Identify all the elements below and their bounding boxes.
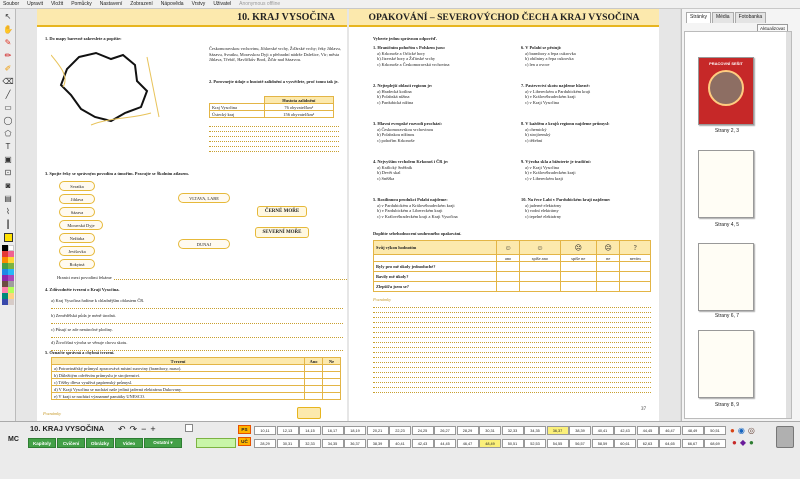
thumb-page[interactable] [698, 330, 754, 398]
quiz-option[interactable]: c) Sněžka [377, 175, 395, 181]
pointer-icon[interactable]: ↖ [4, 11, 12, 21]
left-toolbar [0, 9, 16, 421]
page-jump-button[interactable]: 32,33 [502, 426, 524, 435]
intro: Vyberte jednu správnou odpověď. [373, 36, 438, 41]
quiz-option[interactable]: a) v Pardubickém a Královéhradeckém kraji [377, 202, 455, 208]
page-jump-button[interactable]: 68,69 [704, 439, 726, 448]
thumb-label: Strany 6, 7 [714, 313, 740, 319]
river-moravska-dyje[interactable]: Moravská Dyje [59, 220, 103, 230]
notes-right[interactable]: Poznámky [373, 297, 651, 393]
sad-icon: ☹ [596, 241, 619, 255]
density-row-label: Kraj Vysočina [210, 104, 265, 111]
river-jihlava[interactable]: Jihlava [59, 194, 95, 204]
quiz-option[interactable]: c) v Kraji Vysočina [525, 99, 559, 105]
question-icon: ? [620, 241, 651, 255]
page-jump-button[interactable]: 62,63 [637, 439, 659, 448]
task-4-title: 4. Zdůvodněte tvrzení o Kraji Vysočina. [45, 287, 120, 292]
page-jump-button[interactable]: 26,27 [434, 426, 456, 435]
river-rokytna[interactable]: Rokytná [59, 259, 95, 269]
quiz-option[interactable]: a) v Kraji Vysočina [525, 164, 559, 170]
image-icon[interactable]: ▣ [4, 154, 12, 164]
quiz-option[interactable]: c) těžební [525, 137, 543, 143]
menu-item: Anonymous offline [239, 1, 281, 7]
left-page [37, 9, 347, 421]
page-jump-button[interactable]: 12,13 [277, 426, 299, 435]
camera-icon[interactable]: ◙ [5, 180, 11, 190]
page-jump-button[interactable]: 52,53 [524, 439, 546, 448]
smile-icon: ☺ [496, 241, 519, 255]
density-header: Hustota zalidnění [264, 97, 333, 104]
tf-cell[interactable] [305, 379, 323, 386]
ellipse-icon[interactable]: ◯ [3, 115, 13, 125]
task-4-item: c) Půsují se zde nenáročné plodiny. [51, 327, 343, 338]
quiz-option[interactable]: a) Hradecká kotlina [377, 88, 412, 94]
palette-icon[interactable]: ● [730, 426, 735, 435]
quiz-option[interactable]: a) chemický [525, 126, 547, 132]
images-button[interactable]: Obrázky [86, 438, 114, 448]
line-icon[interactable]: ╱ [5, 89, 11, 99]
page-jump-button[interactable]: 50,51 [502, 439, 524, 448]
page-jump-button[interactable]: 66,67 [682, 439, 704, 448]
menu-item[interactable]: Vložit [50, 1, 64, 7]
quiz-option[interactable]: b) v Královéhradeckém kraji [525, 170, 576, 176]
tray-icons [730, 426, 755, 435]
right-page-header [349, 9, 659, 27]
true-false-table [51, 357, 341, 400]
right-page [349, 9, 659, 421]
page-jump-button[interactable]: 10,11 [254, 426, 276, 435]
notes-left: Poznámky [43, 411, 62, 416]
sv-title: Svůj výkon hodnotím [374, 241, 497, 255]
tf-cell[interactable] [323, 372, 341, 379]
sea-north-sea[interactable]: SEVERNÍ MOŘE [255, 227, 309, 238]
tf-cell[interactable] [305, 372, 323, 379]
page-jump-button[interactable]: 36,37 [547, 426, 569, 435]
document-area [16, 9, 680, 421]
tf-cell[interactable] [323, 393, 341, 400]
shape-icon[interactable]: ◆ [739, 438, 746, 447]
tab-photobank[interactable]: Fotobanka [735, 12, 767, 23]
page-jump-button[interactable]: 48,49 [479, 439, 501, 448]
river-sazava[interactable]: Sázava [59, 207, 95, 217]
tf-row: e) V kraji se nachází významné památky UNESCO. [52, 393, 305, 400]
ball-icon[interactable]: ● [749, 438, 754, 447]
quiz-option[interactable]: c) Pardubická nížina [377, 99, 414, 105]
menu-item[interactable]: Uživatel [213, 1, 232, 7]
task-4-item: b) Zemědělská půda je méně úrodná. [51, 313, 343, 324]
marker-icon[interactable]: ✐ [4, 63, 12, 73]
eraser-icon[interactable]: ⌫ [2, 76, 14, 86]
highlighter-icon[interactable]: ✏ [4, 50, 12, 60]
tf-cell[interactable] [323, 386, 341, 393]
sv-col: spíše ano [520, 255, 560, 262]
page-jump-button[interactable]: 58,59 [592, 439, 614, 448]
menu-item[interactable]: Zobrazení [130, 1, 153, 7]
quiz-option[interactable]: b) strojírenský [525, 132, 551, 138]
basin-dunaj[interactable]: DUNAJ [178, 239, 230, 249]
text-icon[interactable]: T [5, 141, 11, 151]
quiz-question: 6. V Polabí se pěstují: a) brambory a řepa cukrovka b) obilniny a řepa cukrovka c) len a ovoce [521, 45, 651, 67]
quiz-option[interactable]: c) v Královéhradeckém kraji a Kraji Vysočina [377, 213, 458, 219]
quiz-option[interactable]: c) v Libereckém kraji [525, 175, 563, 181]
task-5-title: 5. Označte správná a chybná tvrzení. [45, 350, 115, 355]
quiz-option[interactable]: b) v Královéhradeckém kraji [525, 94, 576, 100]
page-jump-button[interactable]: 24,25 [412, 426, 434, 435]
vysocina-map [51, 47, 161, 127]
page-jump-button[interactable]: 14,15 [299, 426, 321, 435]
tab-pages[interactable]: Stránky [686, 12, 711, 23]
quiz-option[interactable]: c) pohořím Krkonoše [377, 137, 415, 143]
page-jump-button[interactable]: 32,33 [299, 439, 321, 448]
color-current-icon[interactable] [2, 231, 14, 243]
basin-vltava-labe[interactable]: VLTAVA, LABE [178, 193, 230, 203]
left-page-header [37, 9, 347, 27]
checkbox[interactable] [185, 424, 193, 432]
sv-row: Zlepšil/a jsem se? [374, 282, 497, 292]
tf-cell[interactable] [305, 365, 323, 372]
quiz-question: 5. Rostlinnou produkci Polabí najdeme: a) v Pardubickém a Královéhradeckém kraji b) v Pardubickém a Libereckém kraji c) v Královéhradeckém kraji a Kraji Vysočina [373, 197, 503, 219]
page-jump-button[interactable]: 42,43 [614, 426, 636, 435]
quiz-question: 7. Pastevectví skotu najdeme hlavně: a) v Libereckém a Pardubickém kraji b) v Královéhradeckém kraji c) v Kraji Vysočina [521, 83, 651, 105]
quiz-option[interactable]: a) Českomoravskou vrchovinou [377, 126, 434, 132]
tf-cell[interactable] [305, 386, 323, 393]
thumb-scrollbar[interactable] [786, 32, 791, 418]
quiz-option[interactable]: b) obilniny a řepa cukrovka [525, 56, 574, 62]
quiz-option[interactable]: a) v Libereckém a Pardubickém kraji [525, 88, 591, 94]
tf-cell[interactable] [323, 365, 341, 372]
zoom-in-icon[interactable]: + [150, 424, 156, 434]
mc-label: MC [8, 436, 19, 443]
quiz-question: 8. V každém z krajů regionu najdeme průmysl: a) chemický b) strojírenský c) těžební [521, 121, 651, 143]
settings-icon[interactable]: ◎ [747, 426, 755, 435]
page-jump-button[interactable]: 42,43 [412, 439, 434, 448]
tf-row: c) Těžby dřeva využívá papírenský průmysl. [52, 379, 305, 386]
page-jump-button[interactable]: 28,29 [254, 439, 276, 448]
forward-icon[interactable]: ↷ [129, 424, 138, 434]
other-button[interactable]: Ostatní ▾ [144, 438, 182, 448]
polygon-icon[interactable]: ⬠ [4, 128, 12, 138]
bottom-bar [0, 421, 800, 479]
video-button[interactable]: Video [115, 438, 143, 448]
tab-media[interactable]: Média [712, 12, 734, 23]
menu-item[interactable]: Upravit [27, 1, 43, 7]
task-2-answer-lines[interactable] [209, 122, 339, 152]
width-slider-icon[interactable]: ┃ [5, 219, 11, 229]
apple-icon[interactable]: ● [732, 438, 737, 447]
page-jump-button[interactable]: 30,31 [277, 439, 299, 448]
tf-row: d) V Kraji Vysočina se nachází naše jediná jaderná elektrárna Dukovany. [52, 386, 305, 393]
page-jump-button[interactable]: 34,35 [322, 439, 344, 448]
page-jump-button[interactable]: 56,57 [569, 439, 591, 448]
menu-item[interactable]: Vrstvy [191, 1, 206, 7]
quiz-option[interactable]: a) Krkonoše a Orlické hory [377, 50, 426, 56]
page-jump-button[interactable]: 46,47 [659, 426, 681, 435]
chapter-title: 10. KRAJ VYSOČINA [30, 424, 105, 433]
task-4-item: a) Kraj Vysočina řadíme k chladnějším oblastem ČR. [51, 298, 343, 309]
quiz-option[interactable]: b) Devět skal [377, 170, 401, 176]
river-nezarka[interactable]: Nežárka [59, 233, 95, 243]
quiz-question: 10. Na řece Labi v Pardubickém kraji najdeme: a) jaderné elektrárny b) vodní elektrárny c) tepelné elektrárny [521, 197, 651, 219]
globe-icon[interactable]: ◉ [737, 426, 745, 435]
hand-icon[interactable]: ✋ [3, 24, 13, 34]
page-jump-button[interactable]: 22,23 [389, 426, 411, 435]
right-page-title: OPAKOVÁNÍ – SEVEROVÝCHOD ČECH A KRAJ VYSOČINA [368, 11, 640, 23]
page-jump-button[interactable]: 44,45 [434, 439, 456, 448]
thumb-label: Strany 8, 9 [714, 402, 740, 408]
page-jump-button[interactable]: 48,49 [682, 426, 704, 435]
sea-black-sea[interactable]: ČERNÉ MOŘE [257, 206, 307, 217]
menu-item[interactable]: Nastavení [99, 1, 123, 7]
page-jump-button[interactable]: 40,41 [389, 439, 411, 448]
density-row-value: 76 obyvatel/km² [264, 104, 333, 111]
smile-icon: ☺ [520, 241, 560, 255]
neutral-icon: ☹ [560, 241, 596, 255]
page-jump-button[interactable]: 30,31 [479, 426, 501, 435]
quiz-option[interactable]: c) Krkonoše a Českomoravská vrchovina [377, 61, 450, 67]
menu-item[interactable]: Nápověda [160, 1, 184, 7]
menu-item[interactable]: Soubor [3, 1, 20, 7]
thumb-page[interactable] [698, 150, 754, 218]
quiz-option[interactable]: c) tepelné elektrárny [525, 213, 562, 219]
right-panel [681, 9, 800, 421]
quiz-option[interactable]: a) jaderné elektrárny [525, 202, 562, 208]
sv-col: spíše ne [560, 255, 596, 262]
page-jump-button[interactable]: 18,19 [344, 426, 366, 435]
task-3-border-line: Hranici mezi povodími řekáme [57, 275, 347, 281]
task-3-title: 3. Spojte řeky se správným povodím a úmořím. Pracujte se Školním atlasem. [45, 171, 189, 176]
tf-row: b) Důležitým odvětvím průmyslu je strojírenství. [52, 372, 305, 379]
page-jump-button[interactable]: 46,47 [457, 439, 479, 448]
tf-col: Ne [323, 358, 341, 365]
rectangle-icon[interactable]: ▭ [4, 102, 12, 112]
page-jump-button[interactable]: 40,41 [592, 426, 614, 435]
sv-row: Byly pro mě úkoly jednoduché? [374, 262, 497, 272]
uc-button[interactable]: UČ [238, 437, 251, 446]
page-jump-button[interactable]: 44,45 [637, 426, 659, 435]
quiz-question: 9. Výroba skla a bižuterie je tradiční: a) v Kraji Vysočina b) v Královéhradeckém kraji c) v Libereckém kraji [521, 159, 651, 181]
trash-icon[interactable] [776, 426, 794, 448]
page-jump-button[interactable]: 54,55 [547, 439, 569, 448]
nav-icons [118, 424, 156, 435]
task-4-item: d) Živočišná výroba se věnuje chovu skotu. [51, 340, 343, 351]
search-input[interactable] [196, 438, 236, 448]
thumb-label: Strany 4, 5 [714, 222, 740, 228]
screenshot-icon[interactable]: ⊡ [4, 167, 12, 177]
page-number-right: 37 [641, 407, 646, 412]
task-1-title: 1. Do mapy barevně zakreslete a popište: [45, 36, 122, 41]
density-row-label: Ústecký kraj [210, 111, 265, 118]
river-jevisovka[interactable]: Jevišovka [59, 246, 95, 256]
quiz-option[interactable]: b) Polabská nížina [377, 94, 410, 100]
page-jump-button[interactable]: 34,35 [524, 426, 546, 435]
quiz-question: 1. Hraničním pohořím s Polskem jsou: a) Krkonoše a Orlické hory b) Jizerské hory a Žďárské vrchy c) Krkonoše a Českomoravská vrchovina [373, 45, 503, 67]
quiz-option[interactable]: c) len a ovoce [525, 61, 550, 67]
river-svratka[interactable]: Svratka [59, 181, 95, 191]
tf-cell[interactable] [323, 379, 341, 386]
color-palette[interactable] [2, 245, 13, 305]
page-jump-button[interactable]: 60,61 [614, 439, 636, 448]
quiz-option[interactable]: a) Králický Sněžník [377, 164, 413, 170]
zoom-out-icon[interactable]: − [141, 424, 147, 434]
ps-button[interactable]: PS [238, 425, 251, 434]
sv-col: ne [596, 255, 619, 262]
menu-bar [0, 0, 800, 9]
quiz-option[interactable]: a) brambory a řepa cukrovka [525, 50, 576, 56]
thumb-label: Strany 2, 3 [714, 128, 740, 134]
curtain-icon[interactable]: ▤ [4, 193, 12, 203]
page-jump-button[interactable]: 38,39 [367, 439, 389, 448]
tf-col: Ano [305, 358, 323, 365]
task-2-title: 2. Porovnejte údaje o hustotě zalidnění a vysvětlete, proč tomu tak je. [209, 79, 339, 84]
back-icon[interactable]: ↶ [118, 424, 126, 434]
sv-col: ano [496, 255, 519, 262]
page-jump-button[interactable]: 64,65 [659, 439, 681, 448]
thumbnail-list[interactable] [684, 31, 792, 419]
page-jump-button[interactable]: 36,37 [344, 439, 366, 448]
page-jump-button[interactable]: 38,39 [569, 426, 591, 435]
quiz-question: 2. Nejteplejší oblastí regionu je: a) Hradecká kotlina b) Polabská nížina c) Pardubická nížina [373, 83, 503, 105]
tf-col: Tvrzení [52, 358, 305, 365]
quiz-question: 3. Hlavní evropské rozvodí prochází: a) Českomoravskou vrchovinou b) Polabskou nížinou c) pohořím Krkonoše [373, 121, 503, 143]
quiz-option[interactable]: b) Jizerské hory a Žďárské vrchy [377, 56, 436, 62]
sv-col: nevím [620, 255, 651, 262]
page-jump-button[interactable]: 50,51 [704, 426, 726, 435]
density-row-value: 156 obyvatel/km² [264, 111, 333, 118]
tf-row: a) Potravinářský průmysl zpracovává místní suroviny (brambory, maso). [52, 365, 305, 372]
chapters-button[interactable]: Kapitoly [28, 438, 56, 448]
page-badge-icon [297, 407, 321, 419]
picker-icon[interactable]: ⌇ [6, 206, 10, 216]
menu-item[interactable]: Pomůcky [71, 1, 92, 7]
summary-instruction: Doplňte sebehodnocení souhrnného opakování. [373, 231, 462, 236]
density-table [209, 96, 334, 118]
page-jump-button[interactable]: 28,29 [457, 426, 479, 435]
quiz-question: 4. Nejvyšším vrcholem Krkonoš i ČR je: a) Králický Sněžník b) Devět skal c) Sněžka [373, 159, 503, 181]
update-button[interactable]: Aktualizovat [757, 24, 788, 33]
quiz-option[interactable]: b) v Pardubickém a Libereckém kraji [377, 208, 443, 214]
self-assessment-table [373, 240, 651, 292]
exercises-button[interactable]: Cvičení [57, 438, 85, 448]
pen-icon[interactable]: ✎ [4, 37, 12, 47]
quiz-option[interactable]: b) Polabskou nížinou [377, 132, 415, 138]
left-page-title: 10. KRAJ VYSOČINA [237, 11, 335, 23]
quiz-option[interactable]: b) vodní elektrárny [525, 208, 559, 214]
tf-cell[interactable] [305, 393, 323, 400]
task-1-text: Českomoravskou vrchovinu, Jihlavské vrchy, Žďárské vrchy; řeky Jihlavu, Sázavu, Svratku, Moravskou Dyji a přehradní nádrže Dalešice, Vír; města Jihlava, Třebíč, Havlíčkův Brod, Žďár nad Sázavou. [209, 46, 341, 63]
sv-row: Bavily mě úkoly? [374, 272, 497, 282]
page-jump-button[interactable]: 20,21 [367, 426, 389, 435]
thumb-page[interactable] [698, 243, 754, 311]
tray-icons-2 [732, 438, 754, 447]
thumb-cover[interactable]: PRACOVNÍ SEŠIT [698, 57, 754, 125]
page-jump-button[interactable]: 16,17 [322, 426, 344, 435]
